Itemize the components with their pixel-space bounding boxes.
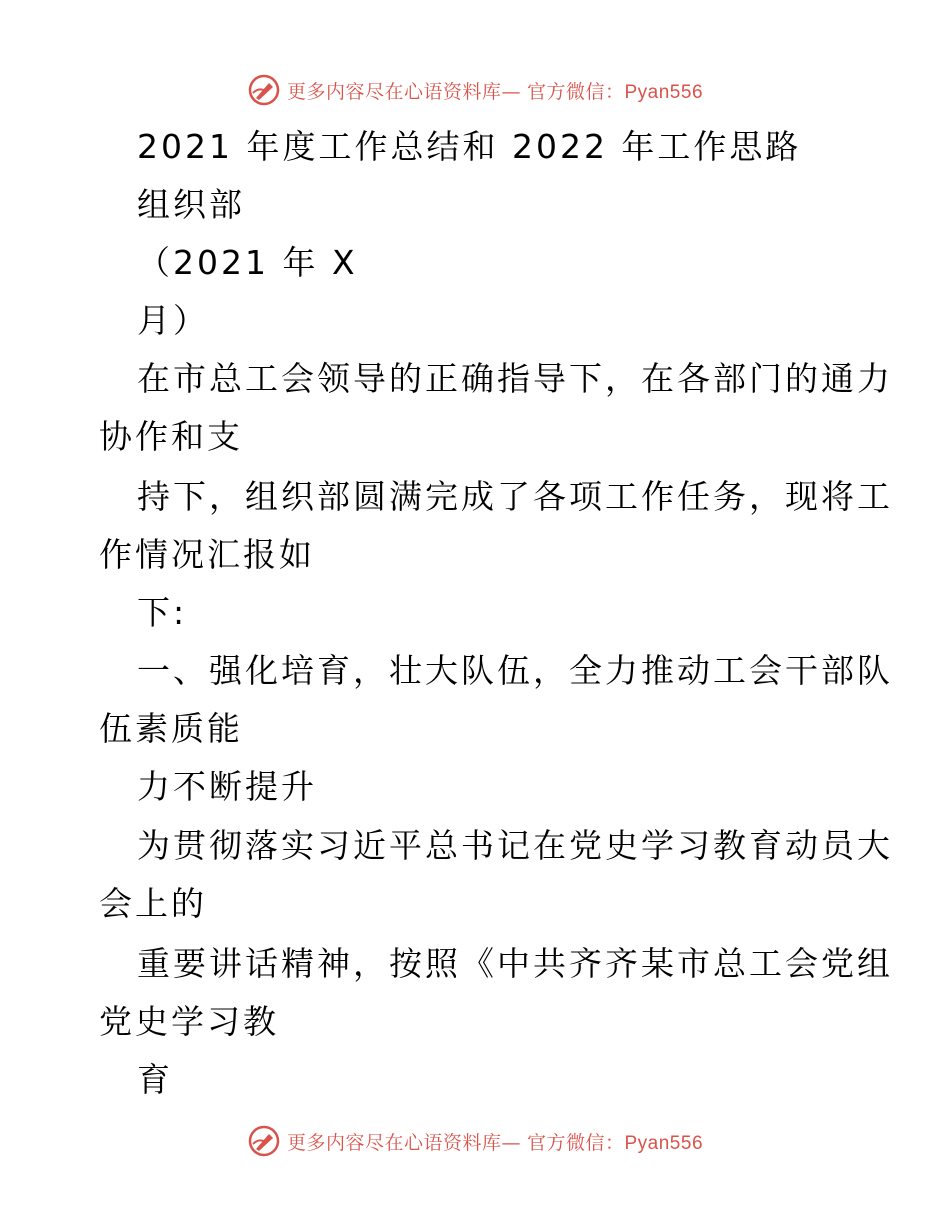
paragraph-line: 下: <box>137 593 188 632</box>
paragraph-line: 作情况汇报如 <box>99 535 315 574</box>
date-line-open: （2021 年 X <box>137 243 358 282</box>
pen-nib-seal-icon <box>247 73 281 107</box>
watermark-text: 更多内容尽在心语资料库— <box>286 80 521 103</box>
paragraph-line: 重要讲话精神，按照《中共齐齐某市总工会党组 <box>137 944 893 983</box>
document-title: 2021 年度工作总结和 2022 年工作思路 <box>137 127 802 166</box>
watermark-wechat: 官方微信：Pyan556 <box>527 81 704 103</box>
department-line: 组织部 <box>137 185 245 224</box>
footer-watermark <box>0 1121 950 1161</box>
section-heading: 力不断提升 <box>137 767 317 806</box>
header-watermark <box>0 70 950 110</box>
watermark-text: 更多内容尽在心语资料库— <box>286 1131 521 1154</box>
section-heading: 一、强化培育，壮大队伍，全力推动工会干部队 <box>137 651 893 690</box>
paragraph-line: 为贯彻落实习近平总书记在党史学习教育动员大 <box>137 826 893 865</box>
date-line-close: 月） <box>137 301 209 340</box>
watermark-wechat: 官方微信：Pyan556 <box>527 1132 704 1154</box>
paragraph-line: 会上的 <box>99 884 207 923</box>
paragraph-line: 在市总工会领导的正确指导下，在各部门的通力 <box>137 359 893 398</box>
paragraph-line: 协作和支 <box>99 417 243 456</box>
section-heading: 伍素质能 <box>99 709 243 748</box>
pen-nib-seal-icon <box>247 1124 281 1158</box>
paragraph-line: 育 <box>137 1060 173 1099</box>
paragraph-line: 党史学习教 <box>99 1002 279 1041</box>
paragraph-line: 持下，组织部圆满完成了各项工作任务，现将工 <box>137 477 893 516</box>
